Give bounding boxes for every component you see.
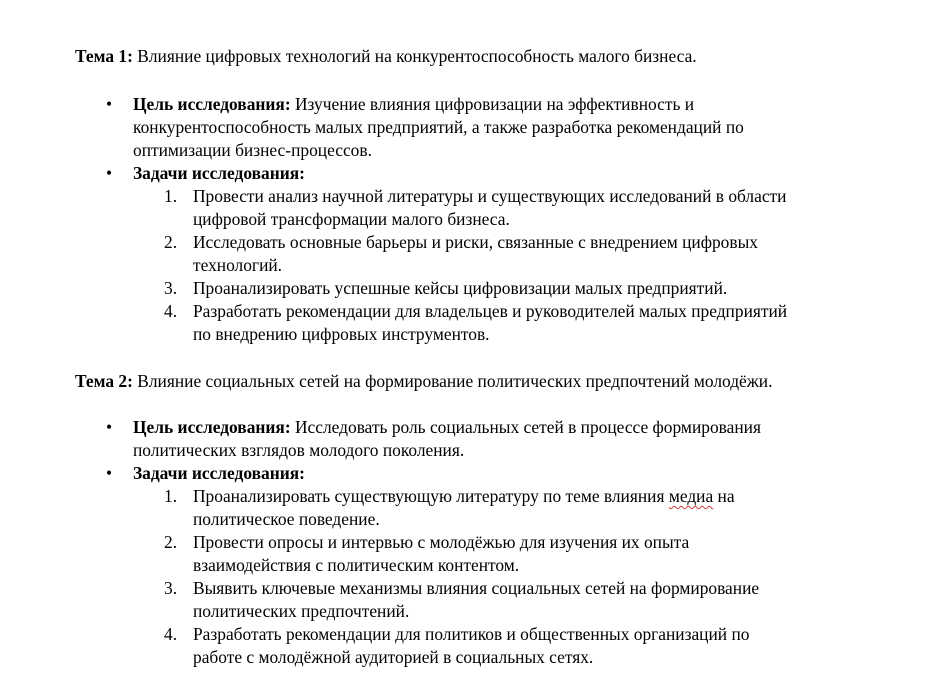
topic-1-goal: [106, 93, 913, 163]
bullet-icon: •: [106, 163, 113, 183]
topic-2-task-2: 2. Провести опросы и интервью с молодёжью для изучения их опыта взаимодействия с политическим контентом.: [164, 532, 690, 576]
goal-line: политических взглядов молодого поколения.: [133, 440, 465, 461]
topic-1-tasks-heading: [106, 162, 913, 185]
topic-1-title: Влияние цифровых технологий на конкурентоспособность малого бизнеса.: [132, 46, 697, 66]
bullet-icon: •: [106, 94, 113, 114]
tasks-label: Задачи исследования:: [133, 163, 305, 183]
topic-2-task-3: 3. Выявить ключевые механизмы влияния социальных сетей на формирование политических предпочтений.: [164, 578, 760, 622]
topic-2-task-1: 1. Проанализировать существующую литературу по теме влияния медиа на политическое поведение.: [164, 486, 735, 530]
topic-2-task-4: 4. Разработать рекомендации для политиков и общественных организаций по работе с молодёжной аудиторией в социальных сетях.: [164, 624, 750, 668]
topic-2-heading: [75, 370, 772, 393]
goal-line: конкурентоспособность малых предприятий, а также разработка рекомендаций по: [133, 117, 744, 138]
topic-2-label: Тема 2:: [75, 371, 133, 391]
tasks-label: Задачи исследования:: [133, 463, 305, 483]
topic-1-task-3: 3. Проанализировать успешные кейсы цифровизации малых предприятий.: [164, 278, 728, 298]
topic-1-task-2: 2. Исследовать основные барьеры и риски, связанные с внедрением цифровых технологий.: [164, 232, 758, 276]
bullet-icon: •: [106, 463, 113, 483]
topic-1-heading: [75, 45, 697, 68]
bullet-icon: •: [106, 417, 113, 437]
goal-line: оптимизации бизнес-процессов.: [133, 140, 372, 161]
goal-label: Цель исследования:: [133, 417, 291, 437]
topic-1-label: Тема 1:: [75, 46, 133, 66]
topic-2-title: Влияние социальных сетей на формирование политических предпочтений молодёжи.: [132, 371, 773, 391]
topic-1-task-1: 1. Провести анализ научной литературы и существующих исследований в области цифровой трансформации малого бизнеса.: [164, 186, 787, 230]
spellcheck-underlined-word: медиа: [668, 486, 714, 506]
topic-1-task-4: 4. Разработать рекомендации для владельцев и руководителей малых предприятий по внедрению цифровых инструментов.: [164, 301, 788, 345]
goal-line: Цель исследования: Исследовать роль социальных сетей в процессе формирования: [133, 417, 761, 437]
goal-label: Цель исследования:: [133, 94, 291, 114]
goal-line: Цель исследования: Изучение влияния цифровизации на эффективность и: [133, 94, 695, 114]
topic-2-goal: [106, 416, 913, 462]
topic-2-tasks-heading: [106, 462, 913, 485]
